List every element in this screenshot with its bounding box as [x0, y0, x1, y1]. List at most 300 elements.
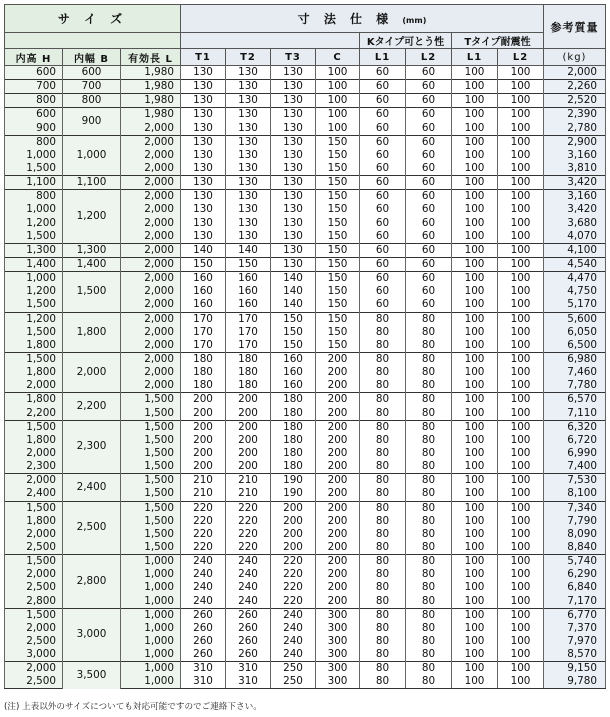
cell-t1: 260 — [181, 608, 226, 622]
cell-weight: 6,290 — [544, 568, 606, 581]
cell-t-l1: 100 — [452, 594, 498, 608]
cell-inner-height: 1,200 — [5, 285, 63, 298]
size-group-header: サ イ ズ — [5, 5, 181, 33]
cell-t2: 180 — [226, 379, 271, 393]
cell-weight: 3,160 — [544, 149, 606, 162]
cell-effective-length: 2,000 — [121, 217, 181, 230]
cell-c: 200 — [316, 594, 360, 608]
cell-t-l1: 100 — [452, 608, 498, 622]
cell-t2: 240 — [226, 581, 271, 594]
cell-inner-height: 2,300 — [5, 460, 63, 474]
cell-c: 200 — [316, 474, 360, 488]
cell-t3: 150 — [271, 339, 316, 353]
cell-t1: 310 — [181, 662, 226, 676]
col-t2-header: T2 — [226, 49, 271, 66]
table-row — [5, 608, 606, 622]
cell-k-l2: 80 — [406, 622, 452, 635]
cell-t1: 130 — [181, 108, 226, 122]
cell-t3: 130 — [271, 66, 316, 80]
cell-inner-height: 700 — [5, 80, 63, 94]
cell-t2: 130 — [226, 66, 271, 80]
cell-effective-length: 1,000 — [121, 581, 181, 594]
cell-t1: 180 — [181, 352, 226, 366]
cell-t-l1: 100 — [452, 162, 498, 176]
cell-effective-length: 2,000 — [121, 135, 181, 149]
cell-t2: 200 — [226, 407, 271, 421]
cell-t2: 220 — [226, 501, 271, 515]
cell-k-l1: 60 — [360, 149, 406, 162]
cell-t3: 200 — [271, 515, 316, 528]
cell-t-l1: 100 — [452, 447, 498, 460]
cell-weight: 7,110 — [544, 407, 606, 421]
cell-t-l2: 100 — [498, 203, 544, 216]
dimension-group-header: 寸 法 仕 様 (mm) — [181, 5, 544, 33]
cell-inner-height: 1,200 — [5, 312, 63, 326]
cell-k-l2: 80 — [406, 407, 452, 421]
cell-inner-height: 1,500 — [5, 555, 63, 569]
col-h-header: 内高 H — [5, 49, 63, 66]
cell-t3: 160 — [271, 352, 316, 366]
cell-effective-length: 1,500 — [121, 407, 181, 421]
cell-t1: 220 — [181, 541, 226, 555]
cell-k-l1: 60 — [360, 230, 406, 244]
cell-t-l2: 100 — [498, 568, 544, 581]
cell-t3: 130 — [271, 135, 316, 149]
cell-inner-width: 1,800 — [63, 312, 121, 352]
cell-k-l2: 60 — [406, 149, 452, 162]
cell-k-l2: 80 — [406, 581, 452, 594]
cell-k-l1: 60 — [360, 272, 406, 286]
cell-t2: 130 — [226, 217, 271, 230]
cell-effective-length: 1,500 — [121, 501, 181, 515]
cell-inner-height: 1,500 — [5, 352, 63, 366]
cell-t3: 240 — [271, 635, 316, 648]
cell-c: 200 — [316, 501, 360, 515]
cell-inner-height: 1,800 — [5, 515, 63, 528]
cell-t-l1: 100 — [452, 379, 498, 393]
cell-k-l1: 60 — [360, 135, 406, 149]
cell-t3: 140 — [271, 272, 316, 286]
cell-inner-width: 1,200 — [63, 190, 121, 244]
cell-t-l1: 100 — [452, 243, 498, 257]
cell-inner-height: 600 — [5, 108, 63, 122]
cell-inner-height: 1,000 — [5, 203, 63, 216]
cell-weight: 2,900 — [544, 135, 606, 149]
cell-inner-height: 1,500 — [5, 326, 63, 339]
cell-c: 150 — [316, 135, 360, 149]
cell-t-l1: 100 — [452, 352, 498, 366]
cell-c: 200 — [316, 528, 360, 541]
cell-k-l2: 60 — [406, 257, 452, 271]
cell-k-l1: 80 — [360, 366, 406, 379]
cell-t3: 220 — [271, 594, 316, 608]
cell-k-l1: 80 — [360, 312, 406, 326]
cell-effective-length: 1,500 — [121, 487, 181, 501]
cell-c: 200 — [316, 460, 360, 474]
cell-t3: 180 — [271, 393, 316, 407]
cell-inner-height: 2,500 — [5, 541, 63, 555]
cell-t-l2: 100 — [498, 108, 544, 122]
cell-t-l2: 100 — [498, 285, 544, 298]
cell-weight: 7,790 — [544, 515, 606, 528]
cell-effective-length: 2,000 — [121, 285, 181, 298]
cell-k-l2: 60 — [406, 272, 452, 286]
table-row — [5, 352, 606, 366]
cell-t2: 180 — [226, 352, 271, 366]
cell-effective-length: 2,000 — [121, 230, 181, 244]
cell-k-l2: 60 — [406, 190, 452, 204]
cell-t1: 200 — [181, 434, 226, 447]
cell-effective-length: 2,000 — [121, 312, 181, 326]
cell-t-l2: 100 — [498, 407, 544, 421]
cell-t-l2: 100 — [498, 434, 544, 447]
cell-effective-length: 1,000 — [121, 662, 181, 676]
cell-t2: 170 — [226, 326, 271, 339]
cell-weight: 6,840 — [544, 581, 606, 594]
cell-inner-width: 2,200 — [63, 393, 121, 420]
cell-t-l2: 100 — [498, 230, 544, 244]
cell-t1: 130 — [181, 135, 226, 149]
cell-inner-height: 2,500 — [5, 581, 63, 594]
cell-k-l2: 80 — [406, 662, 452, 676]
cell-t-l1: 100 — [452, 393, 498, 407]
col-k-l1-header: L1 — [360, 49, 406, 66]
cell-effective-length: 1,000 — [121, 555, 181, 569]
cell-t-l1: 100 — [452, 203, 498, 216]
cell-k-l2: 60 — [406, 285, 452, 298]
cell-effective-length: 1,980 — [121, 66, 181, 80]
cell-inner-height: 1,000 — [5, 272, 63, 286]
cell-t3: 240 — [271, 648, 316, 662]
cell-k-l1: 80 — [360, 528, 406, 541]
cell-k-l2: 60 — [406, 230, 452, 244]
cell-k-l2: 60 — [406, 80, 452, 94]
cell-weight: 6,570 — [544, 393, 606, 407]
cell-t2: 130 — [226, 149, 271, 162]
cell-t3: 180 — [271, 420, 316, 434]
cell-inner-height: 1,500 — [5, 501, 63, 515]
cell-effective-length: 1,000 — [121, 594, 181, 608]
cell-weight: 7,460 — [544, 366, 606, 379]
table-row — [5, 66, 606, 80]
cell-t2: 130 — [226, 176, 271, 190]
cell-t-l2: 100 — [498, 635, 544, 648]
cell-t3: 150 — [271, 312, 316, 326]
cell-inner-height: 600 — [5, 66, 63, 80]
cell-t-l1: 100 — [452, 541, 498, 555]
cell-t2: 220 — [226, 515, 271, 528]
cell-t2: 310 — [226, 675, 271, 689]
col-t3-header: T3 — [271, 49, 316, 66]
cell-k-l2: 80 — [406, 447, 452, 460]
cell-inner-height: 2,000 — [5, 622, 63, 635]
cell-t-l1: 100 — [452, 80, 498, 94]
cell-t2: 130 — [226, 122, 271, 136]
cell-t3: 200 — [271, 501, 316, 515]
cell-weight: 2,780 — [544, 122, 606, 136]
cell-k-l1: 80 — [360, 675, 406, 689]
cell-effective-length: 1,500 — [121, 434, 181, 447]
cell-weight: 4,470 — [544, 272, 606, 286]
cell-effective-length: 2,000 — [121, 122, 181, 136]
cell-t-l1: 100 — [452, 420, 498, 434]
cell-t1: 260 — [181, 635, 226, 648]
cell-t1: 130 — [181, 149, 226, 162]
cell-t1: 130 — [181, 217, 226, 230]
cell-effective-length: 2,000 — [121, 366, 181, 379]
cell-t-l2: 100 — [498, 501, 544, 515]
cell-k-l1: 60 — [360, 108, 406, 122]
cell-t3: 250 — [271, 662, 316, 676]
cell-t-l1: 100 — [452, 272, 498, 286]
cell-inner-height: 2,000 — [5, 568, 63, 581]
size-subheader-blank — [5, 33, 181, 49]
cell-inner-width: 1,500 — [63, 272, 121, 312]
cell-c: 200 — [316, 515, 360, 528]
cell-t-l2: 100 — [498, 243, 544, 257]
cell-effective-length: 1,500 — [121, 420, 181, 434]
table-row — [5, 312, 606, 326]
cell-k-l2: 80 — [406, 434, 452, 447]
cell-k-l2: 60 — [406, 203, 452, 216]
cell-k-l1: 80 — [360, 460, 406, 474]
cell-c: 150 — [316, 312, 360, 326]
cell-inner-width: 3,000 — [63, 608, 121, 662]
table-row — [5, 257, 606, 271]
cell-t-l1: 100 — [452, 285, 498, 298]
cell-t3: 240 — [271, 608, 316, 622]
cell-k-l1: 60 — [360, 203, 406, 216]
cell-t-l2: 100 — [498, 581, 544, 594]
cell-k-l2: 80 — [406, 528, 452, 541]
cell-k-l1: 80 — [360, 648, 406, 662]
cell-c: 150 — [316, 176, 360, 190]
cell-t1: 130 — [181, 80, 226, 94]
cell-t3: 130 — [271, 94, 316, 108]
cell-c: 300 — [316, 608, 360, 622]
cell-t2: 160 — [226, 298, 271, 312]
cell-t-l1: 100 — [452, 66, 498, 80]
cell-effective-length: 1,000 — [121, 622, 181, 635]
cell-k-l1: 80 — [360, 568, 406, 581]
cell-t-l2: 100 — [498, 312, 544, 326]
cell-inner-height: 2,000 — [5, 474, 63, 488]
cell-k-l1: 60 — [360, 80, 406, 94]
cell-k-l2: 60 — [406, 122, 452, 136]
cell-weight: 7,780 — [544, 379, 606, 393]
table-row — [5, 501, 606, 515]
cell-t-l2: 100 — [498, 675, 544, 689]
cell-t1: 180 — [181, 379, 226, 393]
cell-c: 200 — [316, 352, 360, 366]
cell-c: 150 — [316, 243, 360, 257]
cell-t2: 150 — [226, 257, 271, 271]
cell-k-l1: 80 — [360, 662, 406, 676]
cell-t-l1: 100 — [452, 555, 498, 569]
cell-t-l1: 100 — [452, 487, 498, 501]
table-row — [5, 243, 606, 257]
cell-k-l2: 60 — [406, 217, 452, 230]
cell-c: 200 — [316, 407, 360, 421]
cell-c: 150 — [316, 217, 360, 230]
cell-weight: 6,770 — [544, 608, 606, 622]
cell-t1: 220 — [181, 528, 226, 541]
cell-t-l2: 100 — [498, 162, 544, 176]
cell-t-l1: 100 — [452, 434, 498, 447]
cell-t-l2: 100 — [498, 272, 544, 286]
cell-t-l1: 100 — [452, 474, 498, 488]
cell-t3: 130 — [271, 80, 316, 94]
cell-weight: 3,680 — [544, 217, 606, 230]
cell-c: 200 — [316, 366, 360, 379]
cell-k-l2: 80 — [406, 379, 452, 393]
cell-t3: 130 — [271, 243, 316, 257]
cell-t3: 190 — [271, 474, 316, 488]
cell-effective-length: 1,000 — [121, 675, 181, 689]
cell-t1: 200 — [181, 393, 226, 407]
cell-weight: 9,150 — [544, 662, 606, 676]
col-t1-header: T1 — [181, 49, 226, 66]
cell-t2: 310 — [226, 662, 271, 676]
cell-k-l1: 60 — [360, 285, 406, 298]
cell-t-l2: 100 — [498, 447, 544, 460]
cell-inner-height: 2,200 — [5, 407, 63, 421]
cell-inner-width: 900 — [63, 108, 121, 135]
cell-k-l2: 80 — [406, 648, 452, 662]
cell-t-l1: 100 — [452, 122, 498, 136]
cell-t-l2: 100 — [498, 352, 544, 366]
cell-weight: 6,720 — [544, 434, 606, 447]
cell-inner-height: 1,100 — [5, 176, 63, 190]
cell-k-l2: 80 — [406, 675, 452, 689]
cell-t2: 240 — [226, 594, 271, 608]
cell-weight: 2,390 — [544, 108, 606, 122]
cell-weight: 7,370 — [544, 622, 606, 635]
cell-t2: 260 — [226, 622, 271, 635]
cell-t1: 180 — [181, 366, 226, 379]
cell-t-l1: 100 — [452, 135, 498, 149]
col-l-header: 有効長 L — [121, 49, 181, 66]
cell-t-l1: 100 — [452, 407, 498, 421]
cell-t-l1: 100 — [452, 190, 498, 204]
cell-t-l2: 100 — [498, 648, 544, 662]
cell-weight: 6,050 — [544, 326, 606, 339]
cell-k-l2: 60 — [406, 135, 452, 149]
cell-t2: 260 — [226, 635, 271, 648]
cell-inner-height: 2,500 — [5, 635, 63, 648]
cell-c: 200 — [316, 420, 360, 434]
cell-t3: 240 — [271, 622, 316, 635]
cell-inner-width: 700 — [63, 80, 121, 94]
cell-t2: 130 — [226, 94, 271, 108]
cell-t1: 160 — [181, 272, 226, 286]
cell-t3: 130 — [271, 230, 316, 244]
cell-k-l1: 80 — [360, 515, 406, 528]
cell-k-l1: 80 — [360, 594, 406, 608]
cell-k-l1: 80 — [360, 379, 406, 393]
cell-t-l2: 100 — [498, 662, 544, 676]
cell-t2: 130 — [226, 162, 271, 176]
col-c-header: C — [316, 49, 360, 66]
cell-c: 300 — [316, 635, 360, 648]
weight-unit-header: (kg) — [544, 49, 606, 66]
cell-t3: 130 — [271, 162, 316, 176]
table-row — [5, 272, 606, 286]
cell-t-l2: 100 — [498, 122, 544, 136]
cell-t2: 220 — [226, 528, 271, 541]
cell-c: 200 — [316, 379, 360, 393]
cell-k-l2: 80 — [406, 474, 452, 488]
cell-t-l1: 100 — [452, 366, 498, 379]
cell-c: 150 — [316, 326, 360, 339]
cell-k-l2: 80 — [406, 393, 452, 407]
cell-inner-height: 2,000 — [5, 528, 63, 541]
cell-k-l1: 60 — [360, 122, 406, 136]
cell-t-l2: 100 — [498, 298, 544, 312]
cell-t-l2: 100 — [498, 135, 544, 149]
cell-effective-length: 1,500 — [121, 515, 181, 528]
cell-k-l1: 60 — [360, 243, 406, 257]
cell-k-l2: 60 — [406, 243, 452, 257]
cell-t2: 170 — [226, 312, 271, 326]
cell-weight: 7,340 — [544, 501, 606, 515]
cell-k-l1: 80 — [360, 541, 406, 555]
cell-weight: 8,100 — [544, 487, 606, 501]
cell-t2: 130 — [226, 108, 271, 122]
cell-t-l1: 100 — [452, 312, 498, 326]
cell-c: 300 — [316, 675, 360, 689]
cell-t1: 160 — [181, 298, 226, 312]
cell-inner-width: 2,300 — [63, 420, 121, 474]
cell-k-l1: 80 — [360, 555, 406, 569]
cell-effective-length: 1,500 — [121, 541, 181, 555]
cell-inner-height: 2,400 — [5, 487, 63, 501]
cell-t-l1: 100 — [452, 326, 498, 339]
cell-inner-height: 2,800 — [5, 594, 63, 608]
cell-effective-length: 2,000 — [121, 257, 181, 271]
cell-inner-height: 1,500 — [5, 608, 63, 622]
cell-weight: 7,170 — [544, 594, 606, 608]
cell-k-l1: 80 — [360, 407, 406, 421]
cell-t3: 180 — [271, 407, 316, 421]
cell-t-l1: 100 — [452, 217, 498, 230]
table-row — [5, 176, 606, 190]
cell-inner-height: 1,400 — [5, 257, 63, 271]
cell-t-l1: 100 — [452, 662, 498, 676]
cell-k-l1: 80 — [360, 339, 406, 353]
cell-t-l2: 100 — [498, 541, 544, 555]
table-row — [5, 662, 606, 676]
cell-k-l1: 80 — [360, 474, 406, 488]
cell-effective-length: 1,980 — [121, 94, 181, 108]
cell-effective-length: 2,000 — [121, 162, 181, 176]
cell-t3: 130 — [271, 190, 316, 204]
cell-inner-height: 2,500 — [5, 675, 63, 689]
cell-weight: 5,600 — [544, 312, 606, 326]
cell-t-l2: 100 — [498, 176, 544, 190]
cell-t2: 210 — [226, 474, 271, 488]
cell-t-l1: 100 — [452, 94, 498, 108]
cell-k-l1: 60 — [360, 162, 406, 176]
cell-k-l2: 80 — [406, 312, 452, 326]
cell-t3: 220 — [271, 555, 316, 569]
cell-t3: 130 — [271, 203, 316, 216]
cell-c: 150 — [316, 257, 360, 271]
cell-t-l2: 100 — [498, 515, 544, 528]
cell-t-l1: 100 — [452, 257, 498, 271]
cell-t3: 160 — [271, 379, 316, 393]
table-row — [5, 393, 606, 407]
